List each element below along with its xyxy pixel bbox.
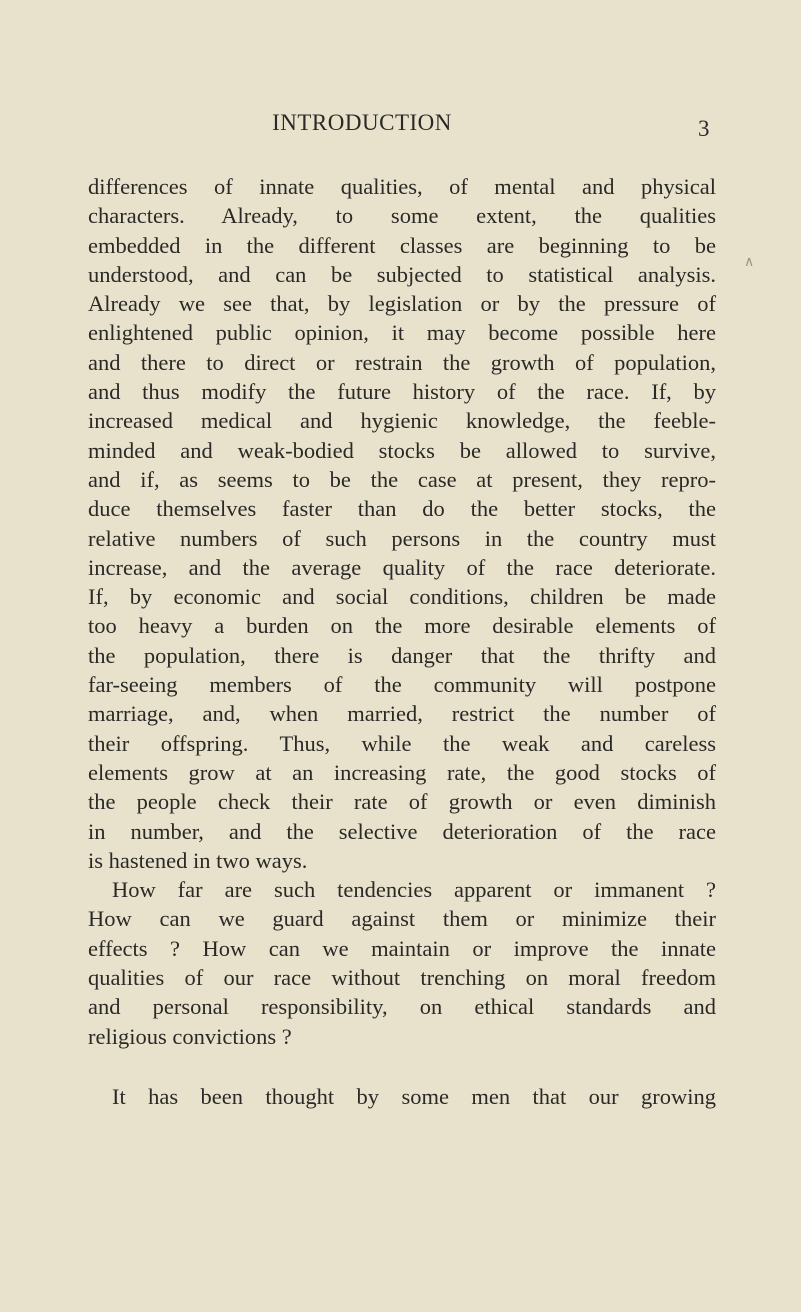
text-line: effects ? How can we maintain or improve the innate <box>88 935 716 961</box>
text-line: minded and weak-bodied stocks be allowed to survive, <box>88 437 716 463</box>
body-text <box>88 172 716 1111</box>
text-line: It has been thought by some men that our growing <box>112 1083 716 1109</box>
text-line: relative numbers of such persons in the country must <box>88 525 716 551</box>
text-line: religious convictions ? <box>88 1023 292 1049</box>
text-line: and personal responsibility, on ethical standards and <box>88 994 716 1020</box>
text-line: qualities of our race without trenching on moral freedom <box>88 965 716 991</box>
text-line: far-seeing members of the community will postpone <box>88 672 716 698</box>
paragraph-gap <box>88 1051 716 1082</box>
text-line: If, by economic and social conditions, children be made <box>88 584 716 610</box>
text-line: and there to direct or restrain the growth of population, <box>88 349 716 375</box>
text-line: marriage, and, when married, restrict the number of <box>88 701 716 727</box>
text-line: and if, as seems to be the case at present, they repro- <box>88 466 716 492</box>
text-line: in number, and the selective deterioration of the race <box>88 818 716 844</box>
text-line: the people check their rate of growth or even diminish <box>88 789 716 815</box>
page-number: 3 <box>698 116 710 141</box>
text-line: and thus modify the future history of the race. If, by <box>88 379 716 405</box>
text-line: differences of innate qualities, of mental and physical <box>88 174 716 199</box>
text-line: increase, and the average quality of the race deteriorate. <box>88 554 716 580</box>
running-title: INTRODUCTION <box>272 110 452 135</box>
page-header <box>0 110 801 144</box>
text-line: is hastened in two ways. <box>88 847 308 873</box>
text-line: understood, and can be subjected to statistical analysis. <box>88 261 716 287</box>
text-line: their offspring. Thus, while the weak and careless <box>88 730 716 756</box>
text-line: Already we see that, by legislation or by the pressure of <box>88 291 716 317</box>
text-line: the population, there is danger that the thrifty and <box>88 642 716 668</box>
text-line: enlightened public opinion, it may become possible here <box>88 320 716 346</box>
margin-mark-icon: ∧ <box>744 255 755 270</box>
text-line: How can we guard against them or minimize their <box>88 906 716 932</box>
text-line: How far are such tendencies apparent or immanent ? <box>112 877 716 903</box>
text-line: embedded in the different classes are beginning to be <box>88 232 716 258</box>
text-line: elements grow at an increasing rate, the good stocks of <box>88 759 716 785</box>
text-line: duce themselves faster than do the better stocks, the <box>88 496 716 522</box>
text-line: characters. Already, to some extent, the qualities <box>88 203 716 229</box>
text-line: increased medical and hygienic knowledge, the feeble- <box>88 408 716 434</box>
text-line: too heavy a burden on the more desirable elements of <box>88 613 716 639</box>
